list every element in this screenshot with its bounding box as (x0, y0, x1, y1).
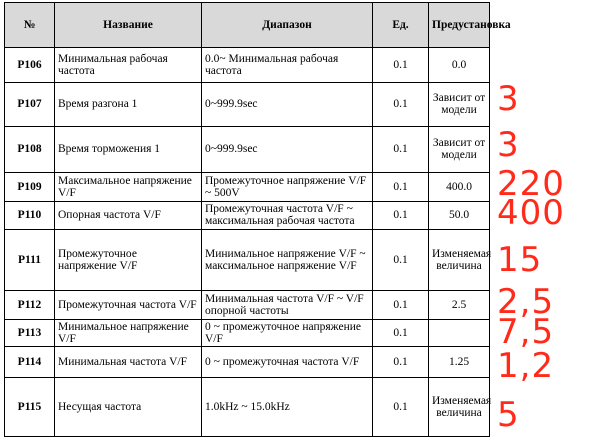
param-code: P112 (5, 290, 55, 319)
param-name: Опорная частота V/F (55, 202, 202, 230)
table-row (5, 290, 490, 319)
param-unit: 0.1 (373, 202, 429, 230)
param-code: P111 (5, 229, 55, 290)
table-row (5, 377, 490, 436)
param-code: P110 (5, 202, 55, 230)
param-name: Время торможения 1 (55, 126, 202, 172)
param-code: P108 (5, 126, 55, 172)
param-unit: 0.1 (373, 377, 429, 436)
param-range: 0~999.9sec (202, 126, 373, 172)
table-row (5, 202, 490, 230)
handwritten-note: 400 (497, 193, 565, 233)
table-row (5, 229, 490, 290)
param-code: P114 (5, 347, 55, 378)
param-code: P107 (5, 82, 55, 126)
header-name: Название (55, 3, 202, 48)
param-default: 400.0 (429, 172, 490, 202)
param-default: 50.0 (429, 202, 490, 230)
handwritten-note: 15 (497, 240, 543, 280)
header-range: Диапазон (202, 3, 373, 48)
handwritten-note: 2,5 (497, 282, 555, 322)
header-number: № (5, 3, 55, 48)
param-default: Зависит от модели (429, 82, 490, 126)
param-unit: 0.1 (373, 126, 429, 172)
param-code: P113 (5, 319, 55, 347)
table-row (5, 172, 490, 202)
handwritten-note: 3 (497, 125, 520, 165)
table-row (5, 82, 490, 126)
table-row (5, 126, 490, 172)
param-range: Промежуточное напряжение V/F ~ 500V (202, 172, 373, 202)
table-row (5, 48, 490, 83)
handwritten-note: 1,2 (497, 346, 555, 386)
param-unit: 0.1 (373, 347, 429, 378)
param-name: Промежуточная частота V/F (55, 290, 202, 319)
handwritten-note: 5 (497, 395, 520, 435)
param-range: Минимальное напряжение V/F ~ максимальное напряжение V/F (202, 229, 373, 290)
param-range: Промежуточная частота V/F ~ максимальная рабочая частота (202, 202, 373, 230)
param-name: Минимальное напряжение V/F (55, 319, 202, 347)
param-default (429, 319, 490, 347)
param-name: Несущая частота (55, 377, 202, 436)
param-default: Зависит от модели (429, 126, 490, 172)
param-range: 0 ~ промежуточное напряжение V/F (202, 319, 373, 347)
handwritten-note: 7,5 (497, 312, 555, 352)
param-default: 0.0 (429, 48, 490, 83)
param-unit: 0.1 (373, 290, 429, 319)
param-unit: 0.1 (373, 82, 429, 126)
table-row (5, 347, 490, 378)
param-default: Изменяемая величина (429, 377, 490, 436)
param-name: Время разгона 1 (55, 82, 202, 126)
param-range: 0 ~ промежуточная частота V/F (202, 347, 373, 378)
param-name: Максимальное напряжение V/F (55, 172, 202, 202)
header-unit: Ед. (373, 3, 429, 48)
param-range: 0~999.9sec (202, 82, 373, 126)
param-unit: 0.1 (373, 172, 429, 202)
param-range: 0.0~ Минимальная рабочая частота (202, 48, 373, 83)
param-code: P106 (5, 48, 55, 83)
param-range: Минимальная частота V/F ~ V/F опорной частоты (202, 290, 373, 319)
table-row (5, 319, 490, 347)
param-unit: 0.1 (373, 319, 429, 347)
param-range: 1.0kHz ~ 15.0kHz (202, 377, 373, 436)
param-unit: 0.1 (373, 229, 429, 290)
param-default: 2.5 (429, 290, 490, 319)
param-default: Изменяемая величина (429, 229, 490, 290)
param-name: Минимальная рабочая частота (55, 48, 202, 83)
handwritten-note: 3 (497, 79, 520, 119)
param-default: 1.25 (429, 347, 490, 378)
handwritten-note: 220 (497, 164, 565, 204)
param-code: P115 (5, 377, 55, 436)
param-name: Минимальная частота V/F (55, 347, 202, 378)
param-name: Промежуточное напряжение V/F (55, 229, 202, 290)
parameter-table (4, 2, 511, 437)
param-unit: 0.1 (373, 48, 429, 83)
param-code: P109 (5, 172, 55, 202)
header-default: Предустановка (429, 3, 490, 48)
